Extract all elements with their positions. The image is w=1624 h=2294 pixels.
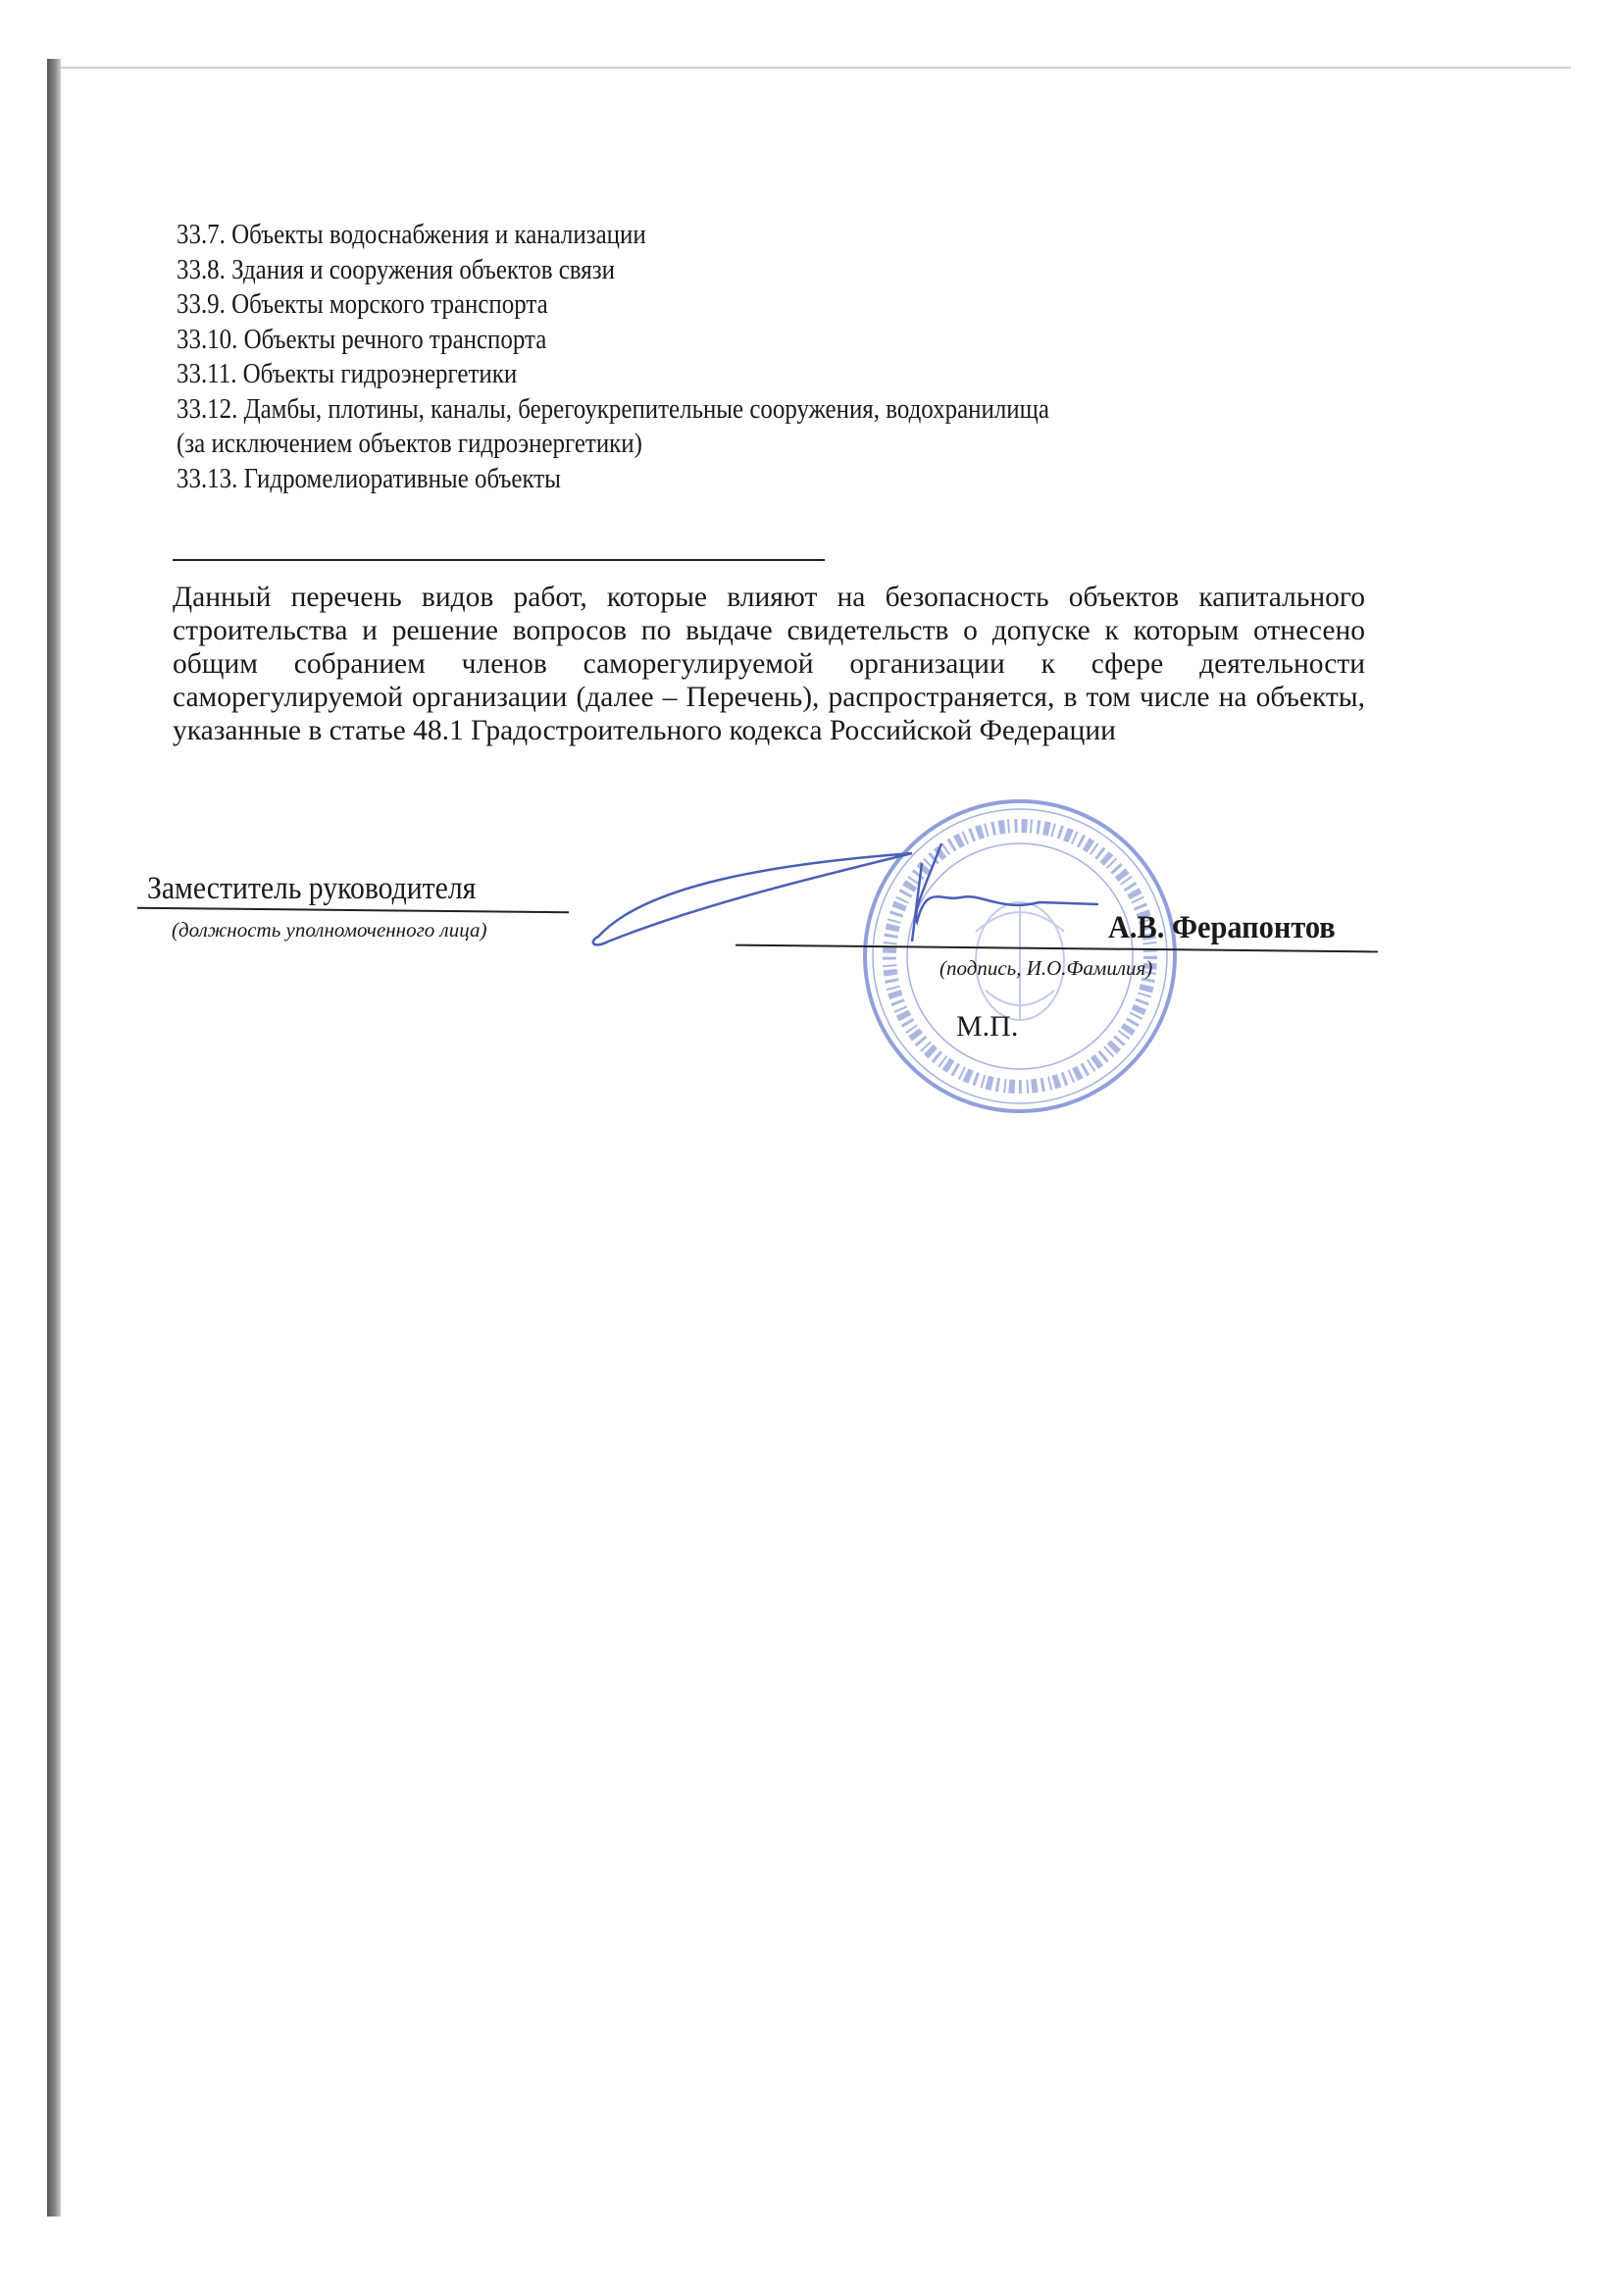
list-item: 33.9. Объекты морского транспорта bbox=[177, 288, 548, 320]
list-item: 33.8. Здания и сооружения объектов связи bbox=[177, 253, 615, 285]
list-item: 33.11. Объекты гидроэнергетики bbox=[177, 358, 518, 389]
seal-place-mark: М.П. bbox=[956, 1010, 1019, 1043]
list-item: 33.13. Гидромелиоративные объекты bbox=[177, 462, 561, 494]
handwritten-signature bbox=[588, 843, 1098, 961]
work-types-list bbox=[177, 218, 1049, 496]
scan-top-edge bbox=[61, 67, 1571, 69]
position-hint: (должность уполномоченного лица) bbox=[172, 918, 487, 942]
list-item: 33.7. Объекты водоснабжения и канализации bbox=[177, 219, 646, 250]
list-item: 33.12. Дамбы, плотины, каналы, берегоукрепительные сооружения, водохранилища bbox=[177, 392, 1049, 425]
footnote-paragraph: Данный перечень видов работ, которые влияют на безопасность объектов капитального строительства и решение вопросов по выдаче свидетельств о допуске к которым отнесено общим собранием членов саморегулируемой организации к сфере деятельности саморегулируемой организации (далее – Перечень), распространяется, в том числе на объекты, указанные в статье 48.1 Градостроительного кодекса Российской Федерации bbox=[173, 582, 1365, 746]
list-item: (за исключением объектов гидроэнергетики) bbox=[177, 428, 642, 459]
list-item: 33.10. Объекты речного транспорта bbox=[177, 323, 547, 355]
signer-position: Заместитель руководителя bbox=[147, 871, 477, 906]
signature-hint: (подпись, И.О.Фамилия) bbox=[939, 956, 1153, 980]
signer-name: А.В. Ферапонтов bbox=[1108, 910, 1336, 945]
scan-edge bbox=[47, 59, 61, 2217]
footnote-separator bbox=[173, 559, 825, 561]
position-underline bbox=[137, 907, 569, 914]
